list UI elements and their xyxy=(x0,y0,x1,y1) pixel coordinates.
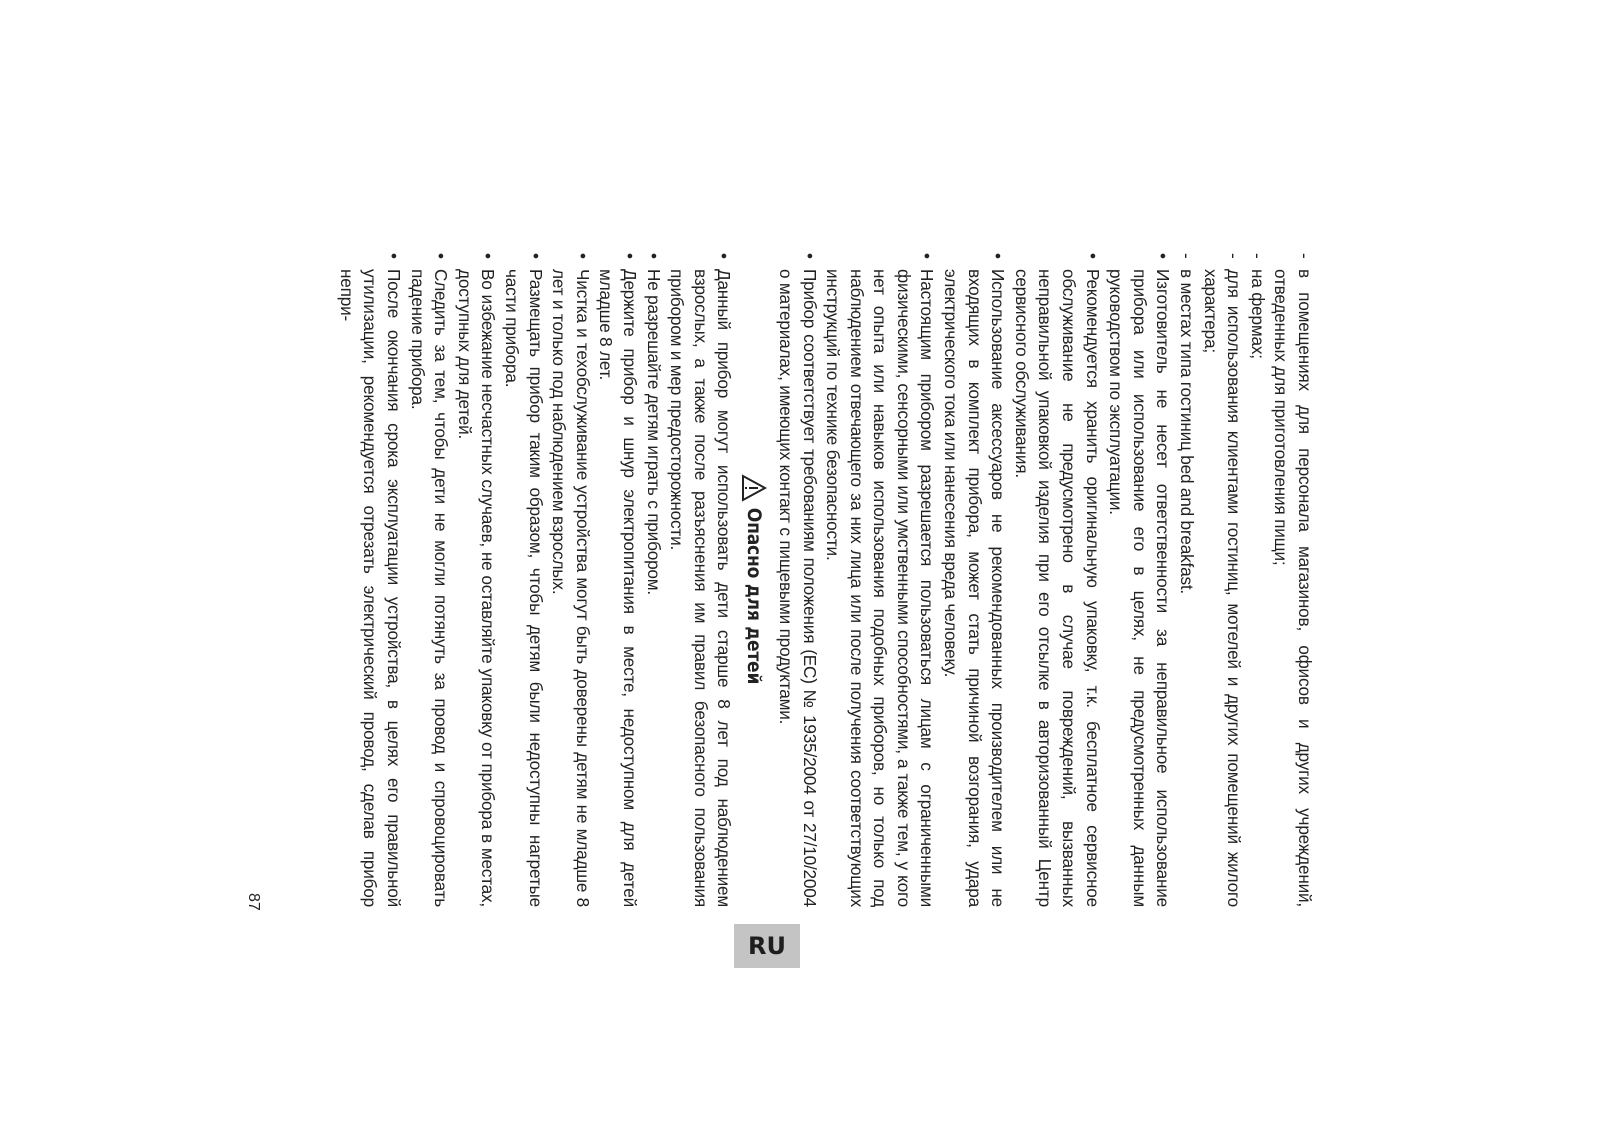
list-marker: • xyxy=(799,253,820,259)
list-item-text: Во избежание несчастных случаев, не оставляйте упаковку от прибора в местах, доступных для детей. xyxy=(454,269,499,907)
list-item-text: для использования клиентами гостиниц, мотелей и других помещений жилого характера; xyxy=(1200,269,1245,907)
list-item-text: Рекомендуется хранить оригинальную упаковку, т.к. бесплатное сервисное обслуживание не предусмотрено в случае повреждений, вызванных неправильной упаковкой изделия при его отсылке в авторизованный Центр сервисного обслуживания. xyxy=(1011,269,1103,907)
list-item-text: на фермах; xyxy=(1247,269,1268,359)
list-item xyxy=(1174,251,1198,907)
list-item xyxy=(939,251,1010,907)
list-item xyxy=(1009,251,1103,907)
list-item-text: Размещать прибор таким образом, чтобы детям были недоступны нагретые части прибора. xyxy=(502,269,546,907)
warning-triangle-icon xyxy=(741,474,767,502)
list-marker: • xyxy=(643,253,664,259)
language-badge: RU xyxy=(734,924,800,968)
list-item xyxy=(665,251,736,907)
list-item xyxy=(1198,251,1245,907)
list-marker: - xyxy=(1295,253,1315,259)
rotated-text-column xyxy=(334,251,1316,907)
list-item-text: Настоящим прибором разрешается пользоваться лицам с ограниченными физическими, сенсорными или умственными способностями, а также тем, у кого нет опыта или навыков использования подобных приборов, но только под наблюдением отвечающего за них лица или после получения соответствующих инструкций по технике безопасности. xyxy=(823,269,938,907)
list-item xyxy=(547,251,594,907)
list-item xyxy=(641,251,665,907)
list-item-text: Следить за тем, чтобы дети не могли потянуть за провод и спровоцировать падение прибора. xyxy=(407,269,452,907)
list-item-text: в местах типа гостиниц bed and breakfast. xyxy=(1177,269,1198,595)
list-item-text: Чистка и техобслуживание устройства могут быть доверены детям не младше 8 лет и только под наблюдением взрослых. xyxy=(549,269,593,907)
list-item xyxy=(499,251,546,907)
list-item-text: Не разрешайте детям играть с прибором. xyxy=(643,269,664,595)
children-warning-heading xyxy=(739,251,769,907)
list-marker: • xyxy=(525,253,546,259)
page-number: 87 xyxy=(245,893,262,911)
list-marker: • xyxy=(1082,253,1103,259)
list-item xyxy=(452,251,499,907)
list-marker: • xyxy=(917,253,938,259)
list-item xyxy=(773,251,820,907)
list-item xyxy=(334,251,405,907)
list-item-text: в помещениях для персонала магазинов, офисов и других учреждений, отведенных для приготовления пищи; xyxy=(1271,269,1315,907)
list-item xyxy=(1269,251,1316,907)
list-marker: • xyxy=(714,253,735,259)
list-item-text: Использование аксессуаров не рекомендованных производителем или не входящих в комплект прибора, может стать причиной возгорания, удара электрического тока или нанесения вреда человеку. xyxy=(941,269,1009,907)
list-item xyxy=(1245,251,1269,907)
list-marker: • xyxy=(431,253,452,259)
list-marker: - xyxy=(1247,253,1268,259)
list-item-text: После окончания срока эксплуатации устройства, в целях его правильной утилизации, рекомендуется отрезать электрический провод, сделав прибор непри- xyxy=(336,269,405,907)
list-item-text: Изготовитель не несет ответственности за неправильное использование прибора или использование его в целях, не предусмотренных данным руководством по эксплуатации. xyxy=(1106,269,1174,907)
list-marker: - xyxy=(1177,253,1198,259)
list-marker: - xyxy=(1224,253,1245,259)
warning-heading-text: Опасно для детей xyxy=(743,507,766,685)
list-item-text: Держите прибор и шнур электропитания в месте, недоступном для детей младше 8 лет. xyxy=(596,269,640,907)
list-item-text: Данный прибор могут использовать дети старше 8 лет под наблюдением взрослых, а также после разъяснения им правил безопасного пользования прибором и мер предосторожности. xyxy=(667,269,735,907)
list-marker: • xyxy=(619,253,640,259)
list-marker: • xyxy=(988,253,1009,259)
list-marker: • xyxy=(1153,253,1174,259)
list-item-text: Прибор соответствует требованиям положения (EC) № 1935/2004 от 27/10/2004 о материалах, имеющих контакт с пищевыми продуктами. xyxy=(775,269,820,907)
list-item xyxy=(1104,251,1175,907)
usage-list xyxy=(773,251,1316,907)
list-marker: • xyxy=(384,253,405,259)
list-item xyxy=(821,251,939,907)
list-marker: • xyxy=(478,253,499,259)
list-item xyxy=(594,251,641,907)
children-safety-list xyxy=(334,251,735,907)
list-marker: • xyxy=(572,253,593,259)
list-item xyxy=(405,251,452,907)
